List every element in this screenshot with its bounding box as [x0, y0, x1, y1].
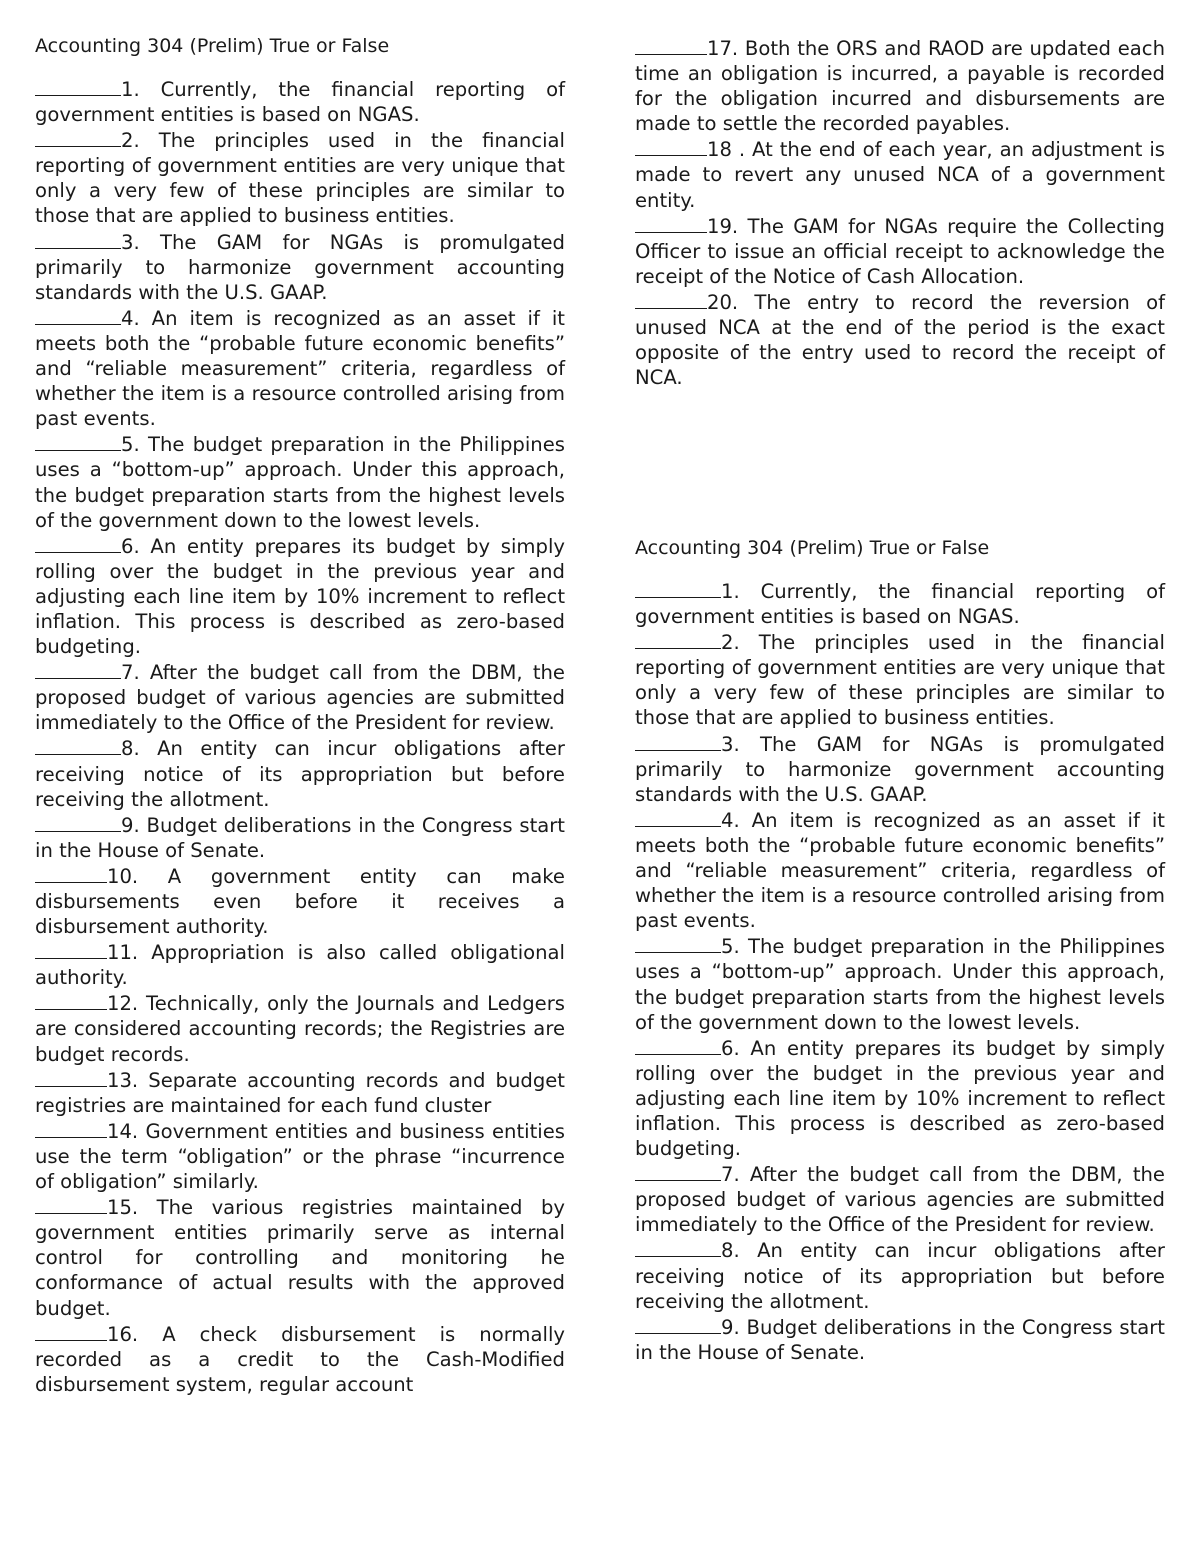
question-item — [635, 1161, 1165, 1237]
question-item — [635, 213, 1165, 289]
question-list-continued — [635, 35, 1165, 390]
question-text: An entity prepares its budget by simply rolling over the budget in the previous year and adjusting each line item by 10% increment to reflect inflation. This process is described as zero-based budgeting. — [35, 534, 565, 659]
question-text: The various registries maintained by government entities primarily serve as internal control for controlling and monitoring he conformance of actual results with the approved budget. — [35, 1196, 565, 1320]
answer-blank[interactable] — [35, 127, 121, 147]
question-text: The GAM for NGAs is promulgated primarily to harmonize government accounting standards with the U.S. GAAP. — [635, 732, 1165, 806]
question-number: 9. — [721, 1315, 740, 1339]
question-item — [35, 431, 565, 532]
question-number: 16. — [107, 1322, 139, 1346]
question-text: An entity can incur obligations after receiving notice of its appropriation but before receiving the allotment. — [35, 737, 565, 811]
question-text: Government entities and business entities use the term “obligation” or the phrase “incurrence of obligation” similarly. — [35, 1119, 565, 1194]
question-item — [635, 807, 1165, 933]
question-item — [35, 1321, 565, 1397]
question-text: Budget deliberations in the Congress start in the House of Senate. — [635, 1315, 1165, 1364]
question-text: An item is recognized as an asset if it meets both the “probable future economic benefits” and “reliable measurement” criteria, regardless of whether the item is a resource controlled arising from past events. — [635, 808, 1165, 933]
question-number: 3. — [721, 732, 740, 756]
question-text: The entry to record the reversion of unused NCA at the end of the period is the exact opposite of the entry used to record the receipt of NCA. — [635, 290, 1165, 390]
question-item — [35, 659, 565, 735]
question-number: 10. — [107, 864, 139, 888]
question-item — [35, 939, 565, 990]
answer-blank[interactable] — [635, 136, 707, 156]
answer-blank[interactable] — [635, 213, 707, 233]
question-item — [35, 990, 565, 1066]
question-number: 8. — [721, 1239, 740, 1263]
answer-blank[interactable] — [635, 1237, 721, 1257]
question-number: 7. — [121, 661, 140, 685]
answer-blank[interactable] — [35, 1067, 107, 1087]
quiz-title — [635, 536, 1165, 560]
question-number: 1. — [121, 78, 140, 101]
question-text: An item is recognized as an asset if it meets both the “probable future economic benefits” and “reliable measurement” criteria, regardless of whether the item is a resource controlled arising from past events. — [35, 306, 565, 431]
question-item — [35, 1118, 565, 1194]
question-text: After the budget call from the DBM, the proposed budget of various agencies are submitted immediately to the Office of the President for review. — [635, 1163, 1165, 1237]
question-item — [635, 1314, 1165, 1365]
question-item — [35, 305, 565, 431]
question-text: Currently, the financial reporting of government entities is based on NGAS. — [635, 580, 1165, 629]
question-item — [635, 578, 1165, 629]
question-number: 6. — [721, 1036, 740, 1060]
answer-blank[interactable] — [35, 990, 107, 1010]
answer-blank[interactable] — [35, 939, 107, 959]
question-number: 3. — [121, 230, 140, 254]
question-number: 4. — [721, 808, 740, 832]
answer-blank[interactable] — [635, 731, 721, 751]
question-text: A check disbursement is normally recorded as a credit to the Cash-Modified disbursement system, regular account — [35, 1322, 565, 1396]
question-item — [35, 533, 565, 659]
question-item — [635, 933, 1165, 1034]
answer-blank[interactable] — [635, 578, 721, 598]
answer-blank[interactable] — [35, 1118, 107, 1138]
question-text: Appropriation is also called obligational authority. — [35, 941, 565, 990]
question-text: The GAM for NGAs require the Collecting Officer to issue an official receipt to acknowledge the receipt of the Notice of Cash Allocation. — [635, 214, 1165, 288]
question-number: 7. — [721, 1163, 740, 1187]
question-number: 20. — [707, 290, 739, 314]
answer-blank[interactable] — [635, 289, 707, 309]
question-text: The GAM for NGAs is promulgated primarily to harmonize government accounting standards with the U.S. GAAP. — [35, 230, 565, 304]
question-number: 5. — [721, 935, 740, 959]
answer-blank[interactable] — [635, 1314, 721, 1334]
answer-blank[interactable] — [35, 1321, 107, 1341]
question-item — [35, 1067, 565, 1118]
question-number: 13. — [107, 1068, 139, 1092]
question-item — [35, 229, 565, 305]
question-number: 2. — [721, 631, 740, 655]
answer-blank[interactable] — [35, 659, 121, 679]
question-text: Separate accounting records and budget registries are maintained for each fund cluster — [35, 1068, 565, 1117]
quiz-title-text: Accounting 304 (Prelim) True or False — [35, 35, 390, 57]
question-text: A government entity can make disbursements even before it receives a disbursement authority. — [35, 864, 565, 939]
question-number: 9. — [121, 813, 140, 837]
question-number: 2. — [121, 129, 140, 153]
question-text: The budget preparation in the Philippines uses a “bottom-up” approach. Under this approach, the budget preparation starts from the highest levels of the government down to the lowest levels. — [635, 935, 1165, 1034]
answer-blank[interactable] — [635, 807, 721, 827]
quiz-title — [35, 34, 565, 58]
question-list — [35, 76, 565, 1397]
question-number: 19. — [707, 214, 739, 238]
question-number: 8. — [121, 737, 140, 761]
answer-blank[interactable] — [635, 1161, 721, 1181]
question-item — [635, 136, 1165, 212]
question-item — [635, 35, 1165, 136]
question-item — [35, 735, 565, 811]
answer-blank[interactable] — [635, 35, 707, 55]
question-text: . At the end of each year, an adjustment is made to revert any unused NCA of a government entity. — [635, 138, 1165, 212]
question-text: Both the ORS and RAOD are updated each time an obligation is incurred, a payable is recorded for the obligation incurred and disbursements are made to settle the recorded payables. — [635, 37, 1165, 136]
question-item — [635, 1237, 1165, 1313]
question-text: The principles used in the financial reporting of government entities are very unique that only a very few of these principles are similar to those that are applied to business entities. — [635, 631, 1165, 730]
answer-blank[interactable] — [35, 76, 121, 96]
answer-blank[interactable] — [35, 305, 121, 325]
question-list — [635, 578, 1165, 1365]
answer-blank[interactable] — [35, 533, 121, 553]
question-text: Budget deliberations in the Congress start in the House of Senate. — [35, 813, 565, 862]
question-text: Currently, the financial reporting of government entities is based on NGAS. — [35, 78, 565, 127]
question-number: 5. — [121, 433, 140, 457]
question-number: 15. — [107, 1196, 139, 1220]
answer-blank[interactable] — [35, 812, 121, 832]
question-number: 12. — [107, 992, 139, 1016]
question-text: The principles used in the financial reporting of government entities are very unique that only a very few of these principles are similar to those that are applied to business entities. — [35, 129, 565, 228]
question-item — [635, 731, 1165, 807]
question-item — [35, 863, 565, 939]
question-text: Technically, only the Journals and Ledgers are considered accounting records; the Registries are budget records. — [35, 992, 565, 1066]
answer-blank[interactable] — [635, 933, 721, 953]
question-text: After the budget call from the DBM, the proposed budget of various agencies are submitted immediately to the Office of the President for review. — [35, 661, 565, 735]
question-text: An entity prepares its budget by simply rolling over the budget in the previous year and adjusting each line item by 10% increment to reflect inflation. This process is described as zero-based budgeting. — [635, 1036, 1165, 1161]
question-item — [635, 1035, 1165, 1161]
question-number: 1. — [721, 580, 740, 603]
question-number: 6. — [121, 534, 140, 558]
answer-blank[interactable] — [35, 229, 121, 249]
question-item — [35, 76, 565, 127]
answer-blank[interactable] — [35, 431, 121, 451]
question-number: 18 — [707, 138, 732, 162]
question-number: 17. — [707, 37, 739, 60]
question-number: 4. — [121, 306, 140, 330]
question-text: An entity can incur obligations after receiving notice of its appropriation but before receiving the allotment. — [635, 1239, 1165, 1313]
answer-blank[interactable] — [635, 629, 721, 649]
question-number: 11. — [107, 941, 139, 965]
question-item — [635, 629, 1165, 730]
answer-blank[interactable] — [35, 863, 107, 883]
quiz-title-text: Accounting 304 (Prelim) True or False — [635, 537, 990, 559]
question-item — [35, 1194, 565, 1320]
question-item — [35, 812, 565, 863]
answer-blank[interactable] — [35, 735, 121, 755]
question-text: The budget preparation in the Philippines uses a “bottom-up” approach. Under this approach, the budget preparation starts from the highest levels of the government down to the lowest levels. — [35, 433, 565, 532]
question-item — [635, 289, 1165, 390]
question-item — [35, 127, 565, 228]
answer-blank[interactable] — [35, 1194, 107, 1214]
question-number: 14. — [107, 1119, 139, 1143]
answer-blank[interactable] — [635, 1035, 721, 1055]
